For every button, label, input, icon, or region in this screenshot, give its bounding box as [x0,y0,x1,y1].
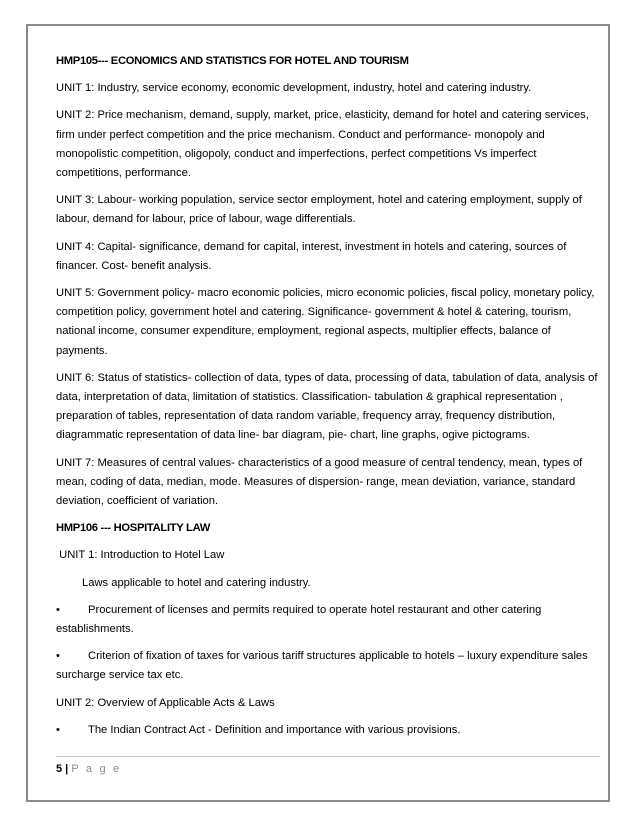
hmp106-unit-1-title: UNIT 1: Introduction to Hotel Law [56,549,225,562]
hmp105-unit-4: UNIT 4: Capital- significance, demand for capital, interest, investment in hotels and catering, sources of financer. Cost- benefit analysis. [56,240,567,272]
page-label: P a g e [71,763,122,775]
hmp106-unit-1-intro: Laws applicable to hotel and catering industry. [82,576,311,589]
hmp105-heading: HMP105--- ECONOMICS AND STATISTICS FOR HOTEL AND TOURISM [56,55,409,67]
page-footer [56,756,600,777]
hmp106-heading: HMP106 --- HOSPITALITY LAW [56,522,211,535]
bullet-marker: • [56,650,60,663]
hmp105-unit-6: UNIT 6: Status of statistics- collection of data, types of data, processing of data, tabulation of data, analysis of data, interpretation of data, limitation of statistics. Classification- tabulation & graphical representation , preparation of tables, representation of data random variable, frequency array, frequency distribution, diagrammatic representation of data line- bar diagram, pie- chart, line graphs, ogive pictograms. [56,371,598,442]
page-separator: | [62,763,72,775]
hmp105-unit-7: UNIT 7: Measures of central values- characteristics of a good measure of central tendency, mean, types of mean, coding of data, median, mode. Measures of dispersion- range, mean deviation, variance, standard deviation, coefficient of variation. [56,456,583,508]
document-body [56,52,604,748]
hmp106-unit-2-title: UNIT 2: Overview of Applicable Acts & Laws [56,696,275,709]
bullet-marker: • [56,723,60,736]
bullet-marker: • [56,603,60,616]
bullet-text: The Indian Contract Act - Definition and importance with various provisions. [88,723,461,736]
hmp106-unit-1-bullet-2 [56,647,604,685]
hmp105-unit-3: UNIT 3: Labour- working population, service sector employment, hotel and catering employment, supply of labour, demand for labour, price of labour, wage differentials. [56,194,582,226]
bullet-text: Procurement of licenses and permits required to operate hotel restaurant and other catering establishments. [56,603,542,636]
hmp106-unit-1-bullet-1 [56,601,604,639]
hmp105-unit-5: UNIT 5: Government policy- macro economic policies, micro economic policies, fiscal policy, monetary policy, competition policy, government hotel and catering. Significance- government & hotel & catering, tourism, national income, consumer expenditure, employment, regional aspects, multiplier effects, balance of payments. [56,287,595,357]
bullet-text: Criterion of fixation of taxes for various tariff structures applicable to hotels – luxury expenditure sales surcharge service tax etc. [56,650,588,682]
hmp105-unit-2: UNIT 2: Price mechanism, demand, supply, market, price, elasticity, demand for hotel and catering services, firm under perfect competition and the price mechanism. Conduct and performance- monopoly and monopolistic competition, oligopoly, conduct and imperfections, perfect competitions Vs imperfect competitions, performance. [56,109,589,180]
page-number: 5 [56,763,63,775]
hmp105-unit-1: UNIT 1: Industry, service economy, economic development, industry, hotel and catering industry. [56,82,532,95]
hmp106-unit-2-bullet-1 [56,721,604,740]
